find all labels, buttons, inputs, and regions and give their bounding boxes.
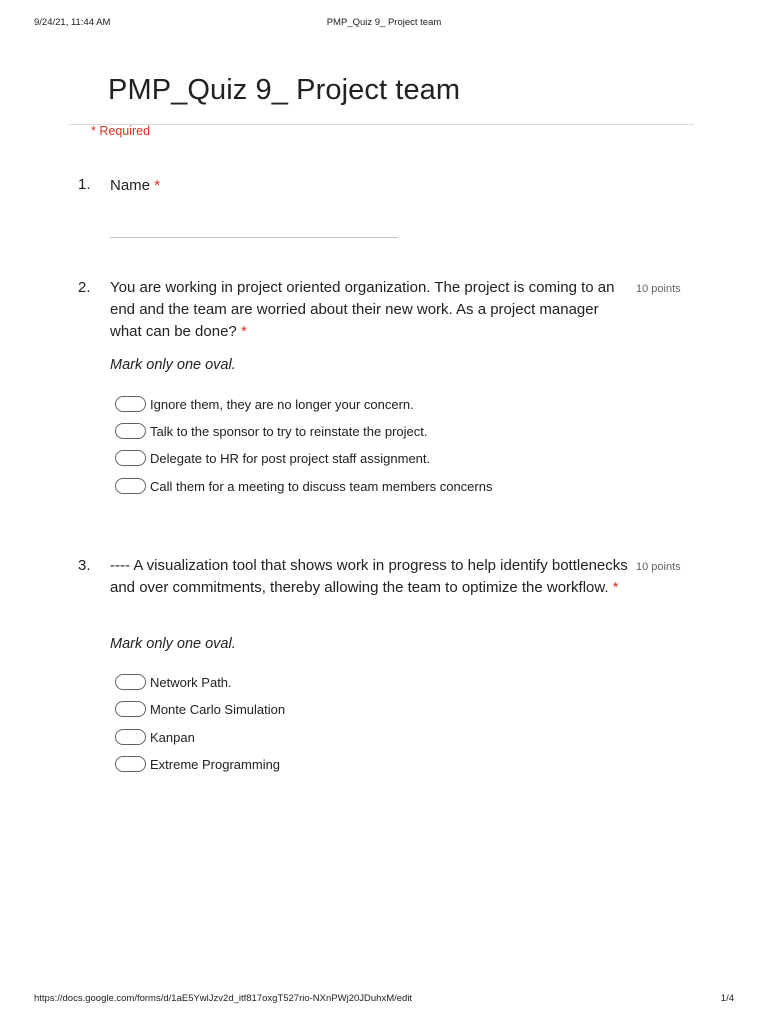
print-footer	[34, 993, 734, 1007]
option-delegate-to-hr[interactable]	[115, 449, 430, 467]
radio-oval[interactable]	[115, 756, 146, 772]
option-kanpan[interactable]	[115, 728, 195, 746]
question-number: 2.	[78, 279, 91, 296]
option-monte-carlo[interactable]	[115, 700, 285, 718]
option-label: Network Path.	[150, 674, 232, 690]
option-call-meeting[interactable]	[115, 477, 492, 495]
question-number: 1.	[78, 176, 91, 193]
radio-oval[interactable]	[115, 674, 146, 690]
radio-oval[interactable]	[115, 478, 146, 494]
option-label: Delegate to HR for post project staff assignment.	[150, 450, 431, 466]
option-ignore-them[interactable]	[115, 395, 414, 413]
radio-oval[interactable]	[115, 396, 146, 412]
required-star: *	[240, 323, 247, 340]
required-note: * Required	[91, 124, 151, 138]
option-label: Kanpan	[150, 729, 195, 745]
print-header	[34, 17, 734, 31]
question-text-body: Name	[110, 177, 151, 194]
question-text	[110, 175, 630, 197]
required-star: *	[154, 177, 161, 194]
print-page-number: 1/4	[720, 993, 734, 1004]
print-url: https://docs.google.com/forms/d/1aE5YwlJzv2d_itf817oxgT527rio-NXnPWj20JDuhxM/edit	[34, 993, 413, 1004]
question-text-body: ---- A visualization tool that shows work in progress to help identify bottlenecks and over commitments, thereby allowing the team to optimize the workflow.	[110, 557, 628, 596]
option-label: Monte Carlo Simulation	[150, 701, 286, 717]
radio-oval[interactable]	[115, 423, 146, 439]
option-label: Talk to the sponsor to try to reinstate the project.	[150, 423, 428, 439]
question-number: 3.	[78, 557, 91, 574]
title-divider	[68, 124, 694, 125]
option-label: Call them for a meeting to discuss team members concerns	[150, 478, 493, 494]
question-text	[110, 555, 630, 599]
option-label: Ignore them, they are no longer your concern.	[150, 396, 414, 412]
print-doc-title: PMP_Quiz 9_ Project team	[326, 17, 442, 28]
question-text	[110, 277, 630, 343]
option-extreme-programming[interactable]	[115, 755, 280, 773]
form-title: PMP_Quiz 9_ Project team	[108, 74, 461, 106]
name-input-line[interactable]	[110, 237, 398, 238]
question-instruction: Mark only one oval.	[110, 357, 236, 373]
question-text-body: You are working in project oriented organization. The project is coming to an end and the team are worried about their new work. As a project manager what can be done?	[110, 279, 615, 340]
question-points: 10 points	[636, 283, 681, 295]
option-label: Extreme Programming	[150, 756, 281, 772]
question-points: 10 points	[636, 561, 681, 573]
option-talk-to-sponsor[interactable]	[115, 422, 427, 440]
radio-oval[interactable]	[115, 450, 146, 466]
radio-oval[interactable]	[115, 701, 146, 717]
option-network-path[interactable]	[115, 673, 232, 691]
question-instruction: Mark only one oval.	[110, 636, 236, 652]
radio-oval[interactable]	[115, 729, 146, 745]
print-date: 9/24/21, 11:44 AM	[34, 17, 111, 28]
required-star: *	[612, 579, 619, 596]
